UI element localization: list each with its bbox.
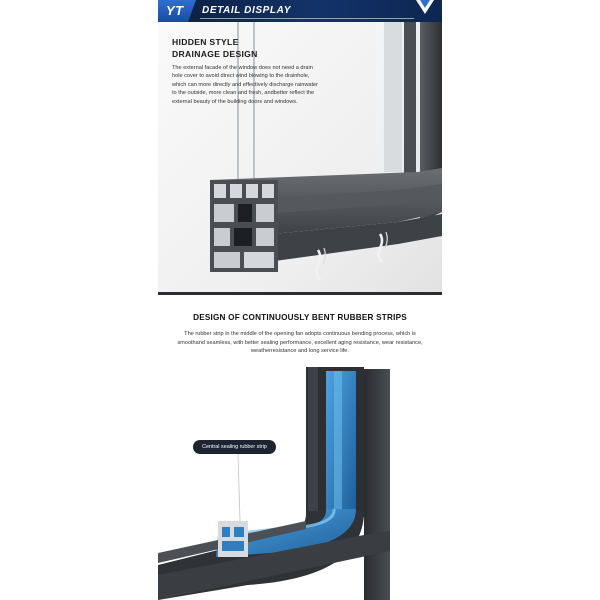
window-frame-illustration <box>158 22 442 292</box>
header-rule <box>200 18 414 19</box>
rubber-strip-title: DESIGN OF CONTINUOUSLY BENT RUBBER STRIPS <box>193 313 407 322</box>
rubber-strip-panel <box>158 295 442 600</box>
detail-header <box>158 0 442 22</box>
header-title: DETAIL DISPLAY <box>202 5 291 16</box>
drainage-title <box>172 36 258 60</box>
brand-logo-text: YT <box>166 3 184 18</box>
drainage-panel <box>158 22 442 292</box>
rubber-strip-callout: Central sealing rubber strip <box>193 440 276 454</box>
drainage-title-line1: HIDDEN STYLE <box>172 37 239 47</box>
chevron-down-icon <box>416 0 434 20</box>
rubber-strip-description: The rubber strip in the middle of the opening fan adopts continuous bending process, which is smoothand seamless, with better sealing performance, excellent aging resistance, wear resistance, weatherresistance and long service life. <box>177 331 423 355</box>
drainage-description: The external facade of the window does not need a drain hole cover to avoid direct wind blowing to the drainhole, which can more directly and effectively discharge rainwater to the outside, more clean and fresh, andbetter reflect the external beauty of the building doors and windows. <box>172 65 319 105</box>
drainage-title-line2: DRAINAGE DESIGN <box>172 49 258 59</box>
